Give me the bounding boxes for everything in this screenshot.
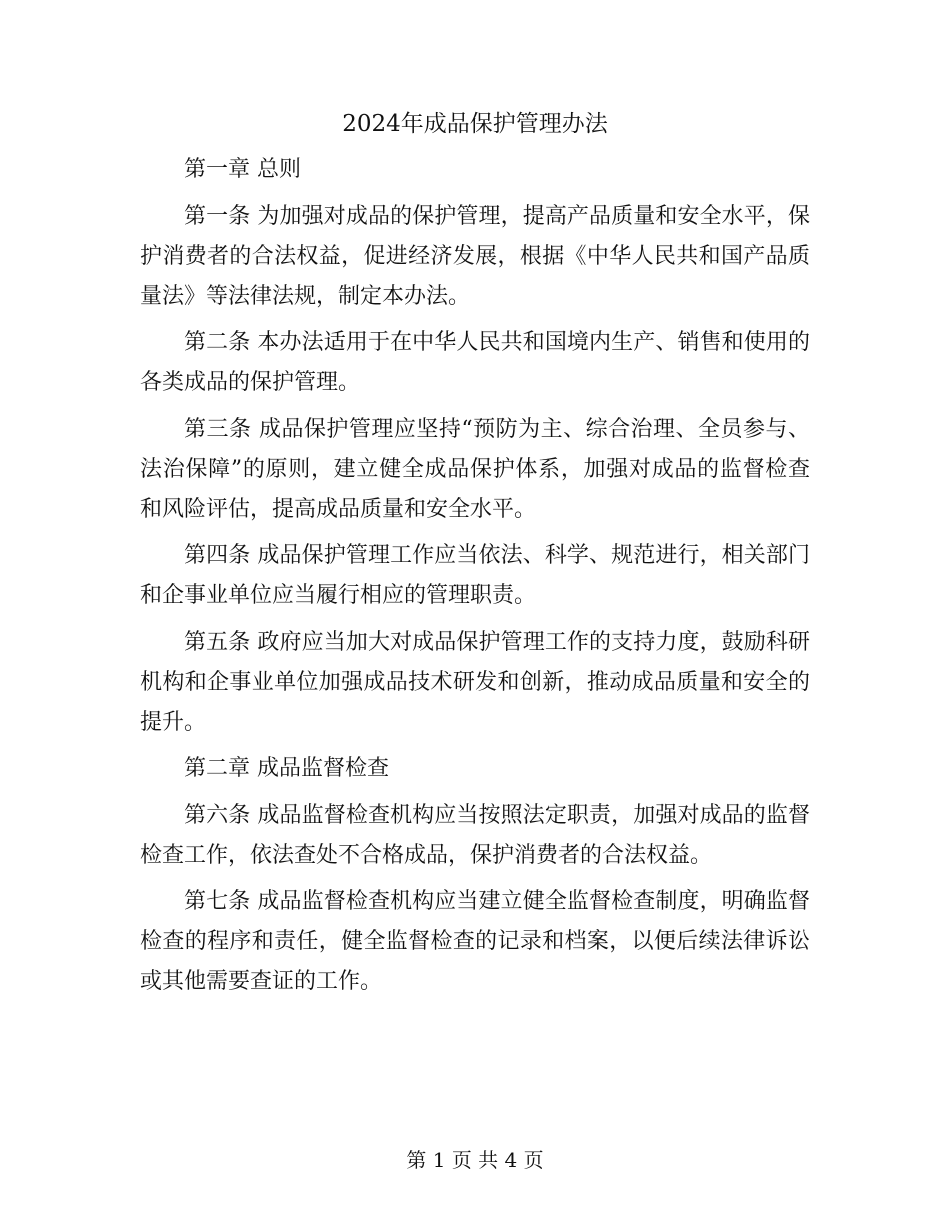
chapter-heading-1: 第一章 总则 (184, 157, 301, 182)
article-2: 第二条 本办法适用于在中华人民共和国境内生产、销售和使用的各类成品的保护管理。 (140, 330, 810, 395)
document-title: 2024年成品保护管理办法 (342, 111, 608, 137)
page-number-footer: 第 1 页 共 4 页 (406, 1148, 544, 1172)
article-6: 第六条 成品监督检查机构应当按照法定职责，加强对成品的监督检查工作，依法查处不合格成品，保护消费者的合法权益。 (140, 802, 810, 868)
document-body (140, 150, 810, 1002)
article-7: 第七条 成品监督检查机构应当建立健全监督检查制度，明确监督检查的程序和责任，健全监督检查的记录和档案，以便后续法律诉讼或其他需要查证的工作。 (140, 889, 810, 994)
chapter-heading-2: 第二章 成品监督检查 (184, 756, 389, 781)
article-3: 第三条 成品保护管理应坚持“预防为主、综合治理、全员参与、法治保障”的原则，建立健全成品保护体系，加强对成品的监督检查和风险评估，提高成品质量和安全水平。 (140, 416, 810, 522)
article-5: 第五条 政府应当加大对成品保护管理工作的支持力度，鼓励科研机构和企事业单位加强成品技术研发和创新，推动成品质量和安全的提升。 (140, 629, 810, 735)
article-1: 第一条 为加强对成品的保护管理，提高产品质量和安全水平，保护消费者的合法权益，促进经济发展，根据《中华人民共和国产品质量法》等法律法规，制定本办法。 (140, 203, 810, 309)
article-4: 第四条 成品保护管理工作应当依法、科学、规范进行，相关部门和企事业单位应当履行相应的管理职责。 (140, 543, 810, 608)
